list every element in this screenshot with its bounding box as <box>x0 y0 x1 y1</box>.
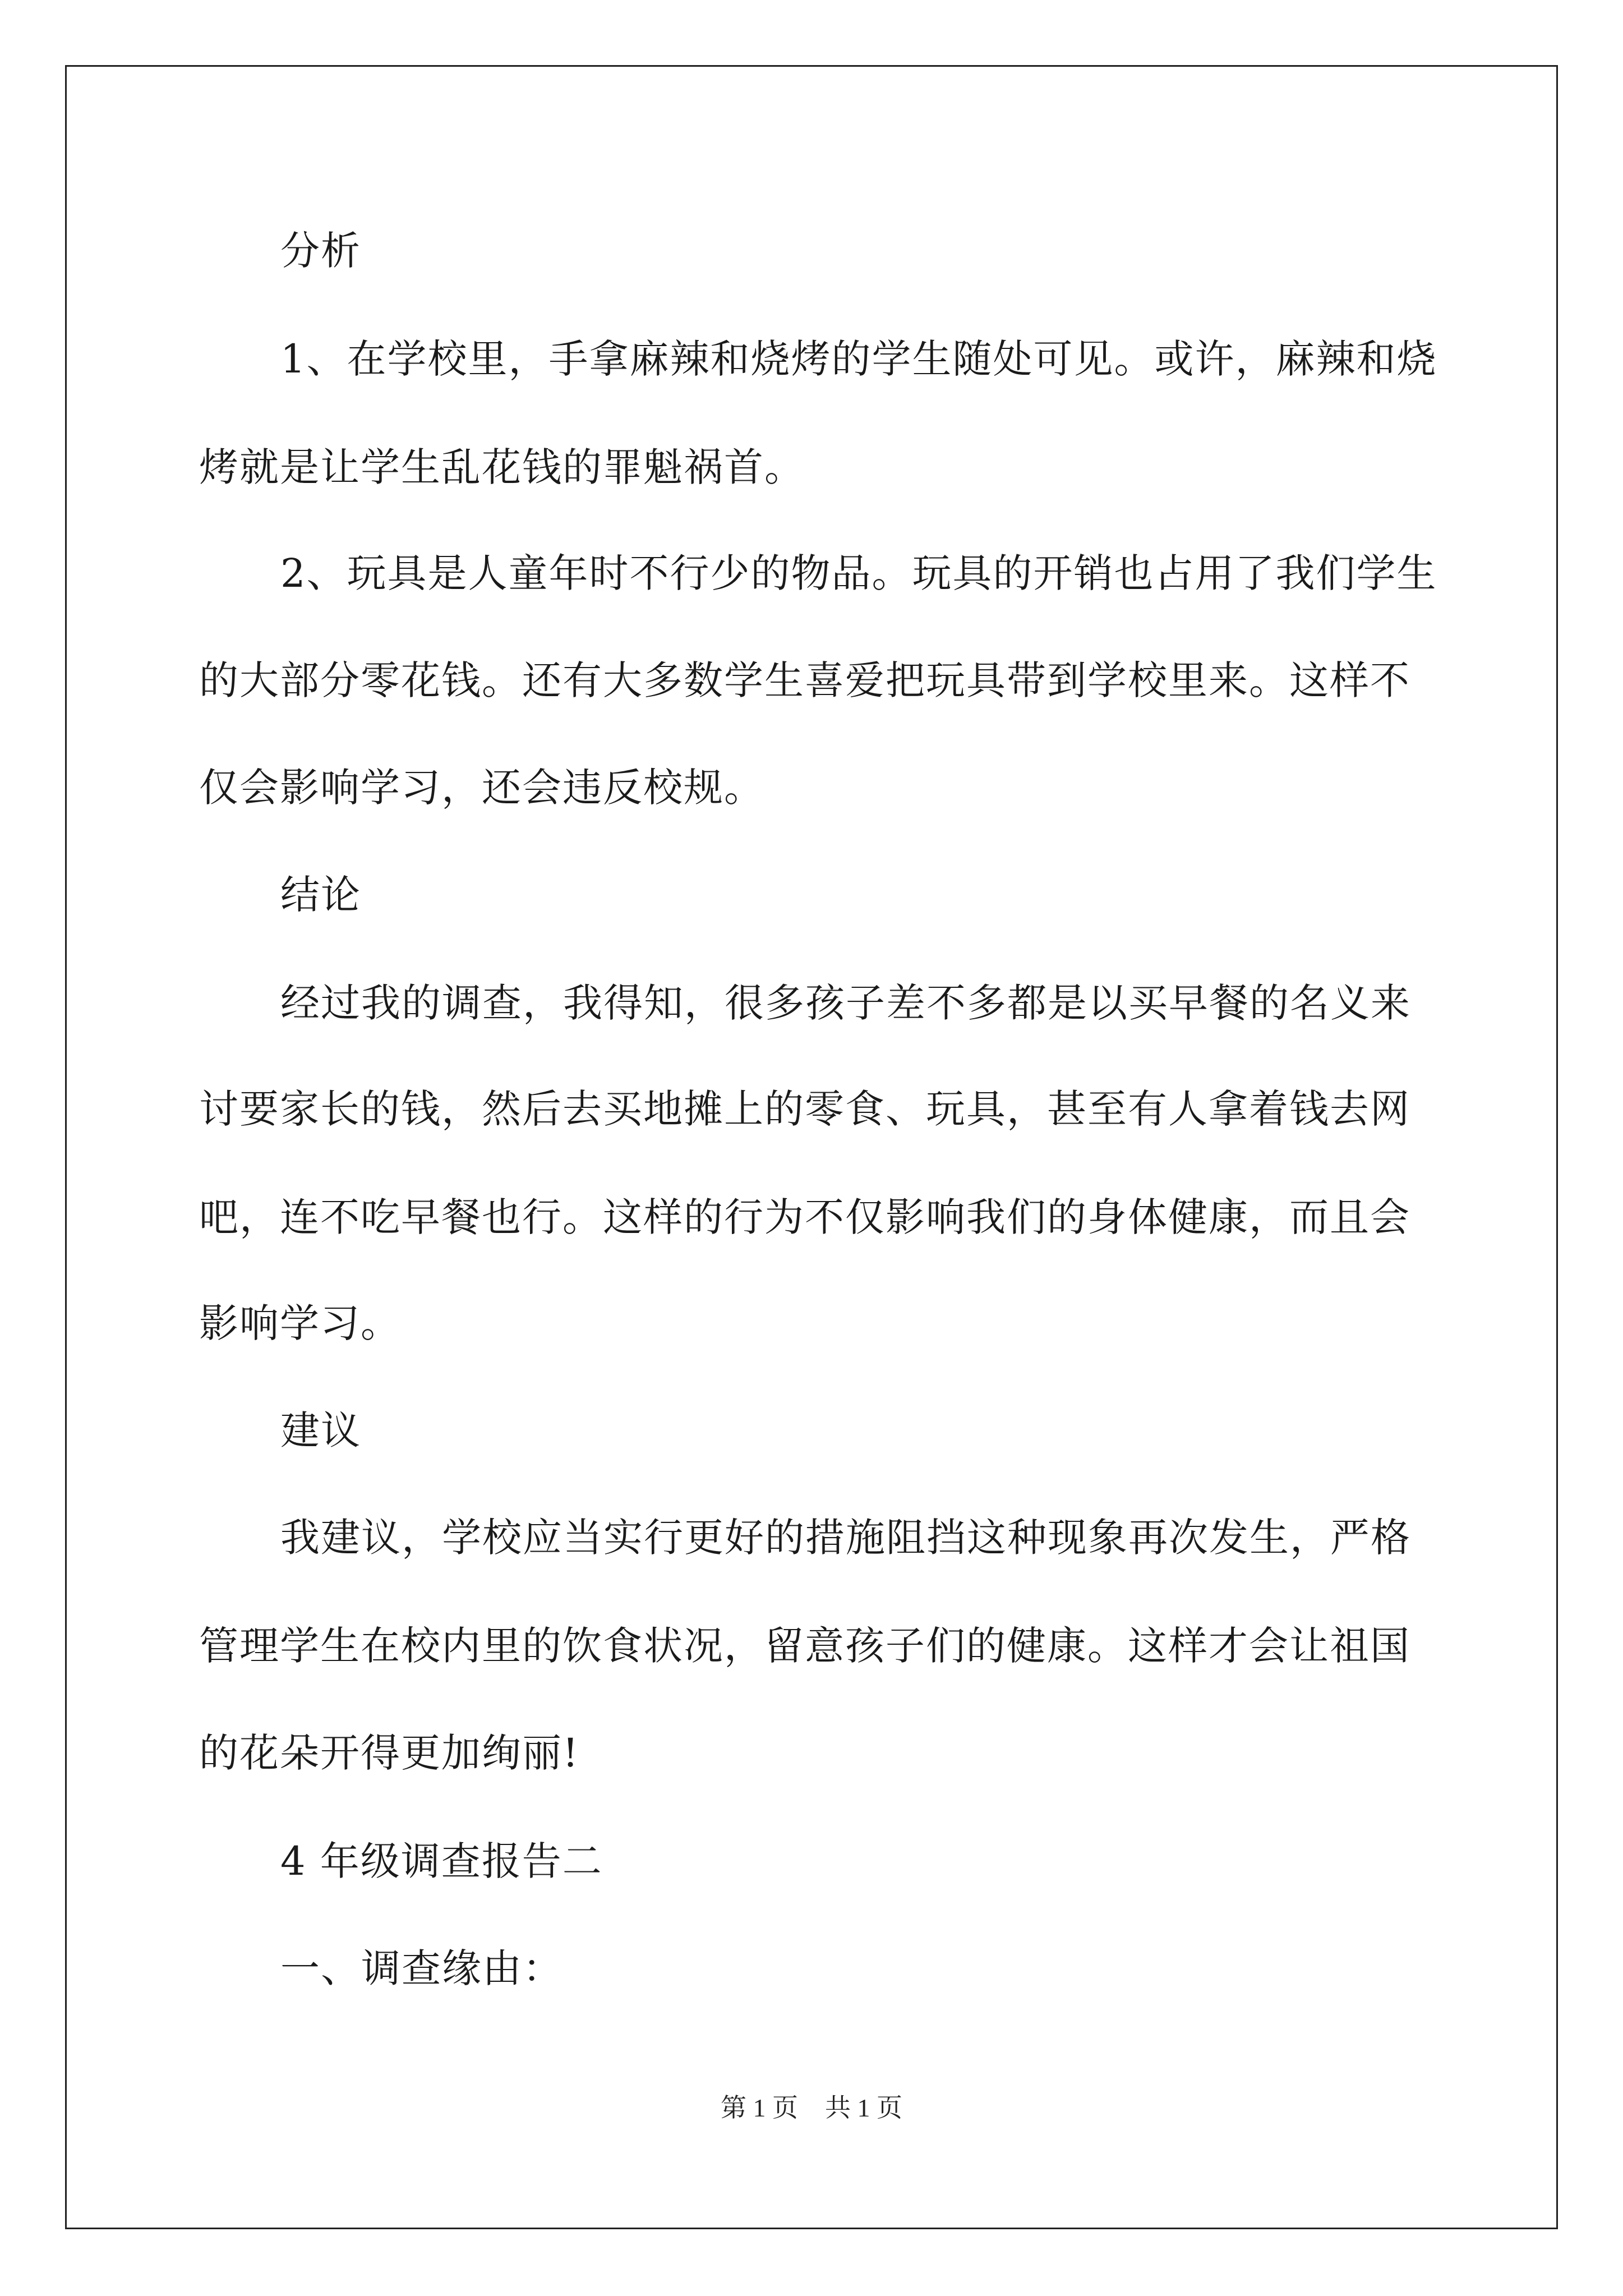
paragraph-line: 2、玩具是人童年时不行少的物品。玩具的开销也占用了我们学生 <box>280 550 1437 596</box>
page-footer <box>0 2095 1623 2121</box>
paragraph-line: 吧，连不吃早餐也行。这样的行为不仅影响我们的身体健康，而且会 <box>199 1194 1410 1240</box>
paragraph-line: 讨要家长的钱，然后去买地摊上的零食、玩具，甚至有人拿着钱去网 <box>199 1086 1410 1132</box>
heading-conclusion: 结论 <box>280 872 361 918</box>
heading-suggestion: 建议 <box>280 1407 361 1453</box>
paragraph-line: 经过我的调查，我得知，很多孩子差不多都是以买早餐的名义来 <box>280 980 1411 1026</box>
paragraph-line: 的花朵开得更加绚丽! <box>199 1730 580 1776</box>
paragraph-line: 的大部分零花钱。还有大多数学生喜爱把玩具带到学校里来。这样不 <box>199 657 1410 703</box>
heading-analysis: 分析 <box>280 228 361 274</box>
paragraph-line: 管理学生在校内里的饮食状况，留意孩子们的健康。这样才会让祖国 <box>199 1623 1410 1669</box>
section-title: 4 年级调查报告二 <box>280 1838 603 1884</box>
page-border <box>65 65 1558 2229</box>
page-total: 共 1 页 <box>825 2093 902 2122</box>
section-heading: 一、调查缘由： <box>280 1945 563 1991</box>
page-number: 第 1 页 <box>721 2093 798 2122</box>
paragraph-line: 我建议，学校应当实行更好的措施阻挡这种现象再次发生，严格 <box>280 1515 1411 1561</box>
paragraph-line: 影响学习。 <box>199 1300 401 1346</box>
paragraph-line: 仅会影响学习，还会违反校规。 <box>199 765 764 811</box>
paragraph-line: 1、在学校里，手拿麻辣和烧烤的学生随处可见。或许，麻辣和烧 <box>280 336 1437 382</box>
paragraph-line: 烤就是让学生乱花钱的罪魁祸首。 <box>199 444 805 490</box>
